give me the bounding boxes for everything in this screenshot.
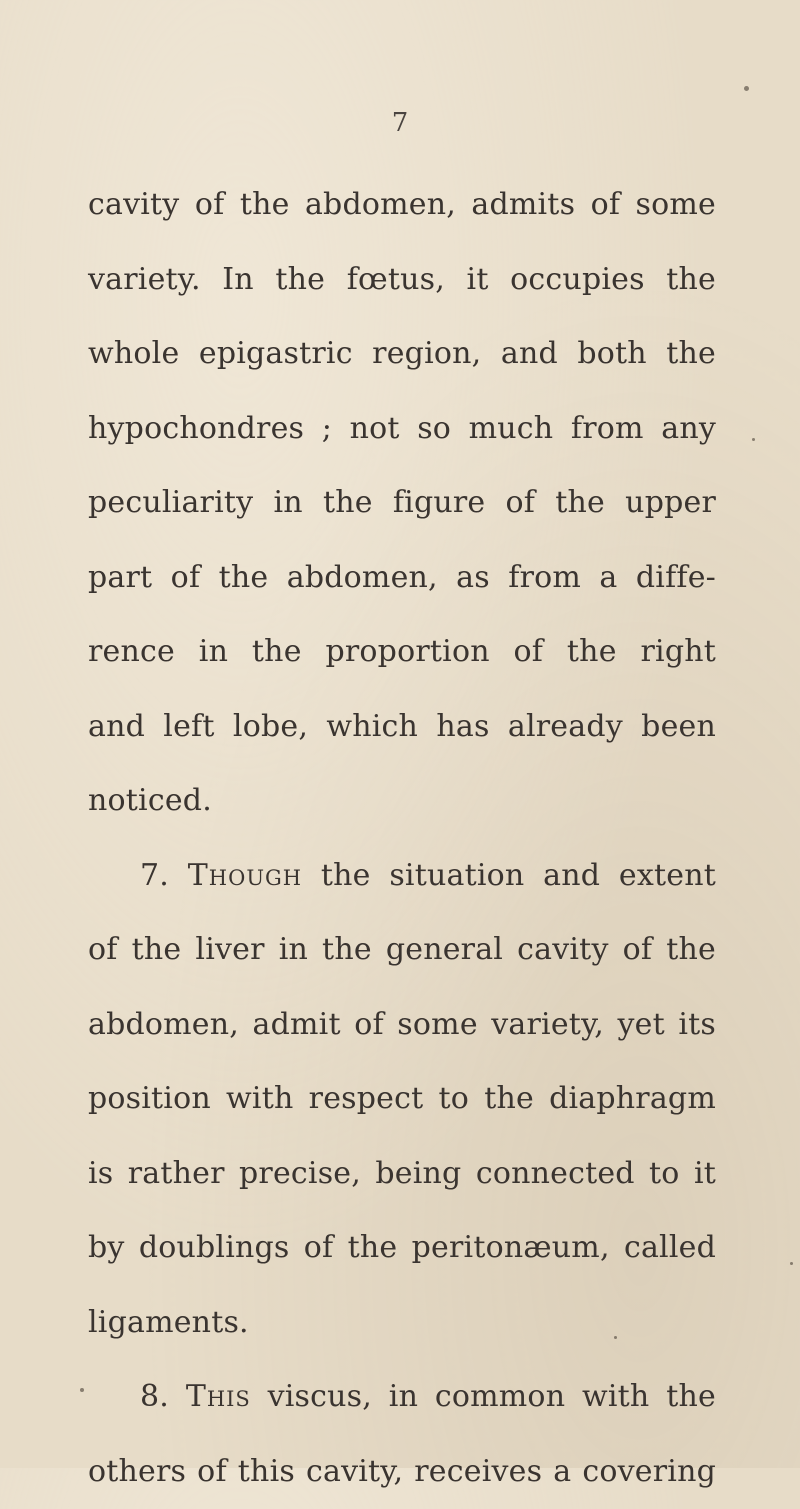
paragraph-number: 7.	[140, 858, 169, 893]
paper-speck	[80, 1388, 84, 1392]
text-line: variety. In the fœtus, it occupies the	[88, 243, 716, 318]
text-line: rence in the proportion of the right	[88, 615, 716, 690]
text-line: whole epigastric region, and both the	[88, 317, 716, 392]
text-fragment: viscus, in common with the	[268, 1379, 716, 1414]
text-line: part of the abdomen, as from a diffe-	[88, 541, 716, 616]
text-line: others of this cavity, receives a covering	[88, 1435, 716, 1509]
paper-speck	[614, 1336, 617, 1339]
text-line: by doublings of the peritonæum, called	[88, 1211, 716, 1286]
paper-speck	[752, 438, 755, 441]
text-line: position with respect to the diaphragm	[88, 1062, 716, 1137]
text-line: noticed.	[88, 764, 716, 839]
text-line: cavity of the abdomen, admits of some	[88, 168, 716, 243]
paper-speck	[790, 1262, 793, 1265]
paragraph-8-first-line	[88, 1360, 716, 1435]
text-line: hypochondres ; not so much from any	[88, 392, 716, 467]
text-line: ligaments.	[88, 1286, 716, 1361]
paragraph-lead-word: Though	[188, 858, 302, 893]
paragraph-number: 8.	[140, 1379, 169, 1414]
text-fragment: the situation and extent	[321, 858, 716, 893]
paper-speck	[744, 86, 749, 91]
text-line: of the liver in the general cavity of the	[88, 913, 716, 988]
page-number: 7	[380, 108, 420, 138]
text-line: and left lobe, which has already been	[88, 690, 716, 765]
body-text	[88, 168, 716, 1509]
paragraph-7-first-line	[88, 839, 716, 914]
text-line: peculiarity in the figure of the upper	[88, 466, 716, 541]
paragraph-lead-word: This	[186, 1379, 251, 1414]
text-line: is rather precise, being connected to it	[88, 1137, 716, 1212]
text-line: abdomen, admit of some variety, yet its	[88, 988, 716, 1063]
